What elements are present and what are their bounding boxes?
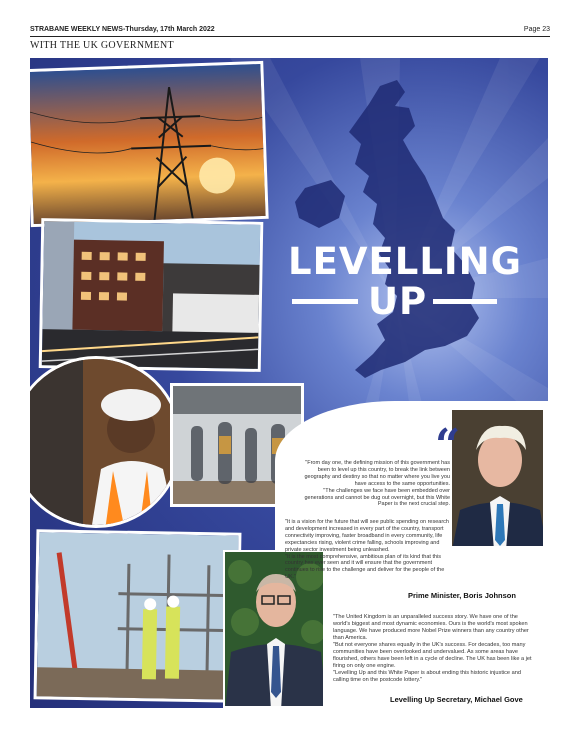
johnson-quote	[300, 460, 450, 508]
quote1-paragraph: "It is a vision for the future that will see public spending on research and development increased in every part of the country, transport connectivity improving, faster broadband in every community, life expectancies rising, violent crime falling, schools improving and private sector investment being unleashed.	[285, 519, 449, 553]
quote2-paragraph: "But not everyone shares equally in the UK's success. For decades, too many communities have been overlooked and undervalued. As some areas have flourished, others have been left in a cycle of decline. The UK has been like a jet firing on only one engine.	[333, 642, 532, 669]
quote-mark-icon: “	[435, 420, 461, 471]
johnson-attribution: Prime Minister, Boris Johnson	[408, 591, 516, 600]
page-number: Page 23	[523, 26, 550, 33]
page-header	[30, 24, 550, 37]
gove-quote	[333, 614, 533, 684]
feature-title-line1: LEVELLING	[288, 240, 523, 283]
uk-map-silhouette	[285, 78, 495, 398]
construction-photo	[34, 529, 242, 703]
construction-image	[36, 532, 241, 702]
title-rule-right	[433, 299, 497, 304]
pylon-photo	[30, 61, 269, 227]
johnson-image	[452, 410, 545, 548]
quote2-paragraph: "The United Kingdom is an unparalleled success story. We have one of the world's biggest and most dynamic economies. Ours is the world's most spoken language. We have produced more Nobel Prize winners than any country other than America.	[333, 614, 529, 641]
johnson-portrait	[450, 408, 545, 548]
quote1-paragraph: "The challenges we face have been embedded over generations and cannot be dug out overnight, but this White Paper is the next crucial step.	[304, 487, 450, 508]
feature-panel	[30, 58, 548, 708]
pylon-image	[30, 64, 269, 227]
johnson-quote-cont	[285, 519, 450, 581]
quote2-paragraph: "Levelling Up and this White Paper is about ending this historic injustice and calling time on the postcode lottery."	[333, 670, 521, 683]
title-rule-left	[292, 299, 358, 304]
quote1-paragraph: "From day one, the defining mission of this government has been to level up this country, to break the link between geography and destiny so that no matter where you live you have access to the same opportunities.	[304, 460, 450, 487]
section-label: WITH THE UK GOVERNMENT	[30, 40, 174, 51]
masthead-date: STRABANE WEEKLY NEWS-Thursday, 17th March 2022	[30, 26, 215, 33]
gove-attribution: Levelling Up Secretary, Michael Gove	[390, 695, 523, 704]
street-image	[42, 221, 264, 372]
street-photo	[39, 218, 264, 372]
quote1-paragraph: "It is the most comprehensive, ambitious plan of its kind that this country has ever seen and it will ensure that the government continues to rise to the challenge and deliver for the people of the UK."	[285, 553, 445, 581]
feature-title-line2: UP	[368, 280, 428, 323]
